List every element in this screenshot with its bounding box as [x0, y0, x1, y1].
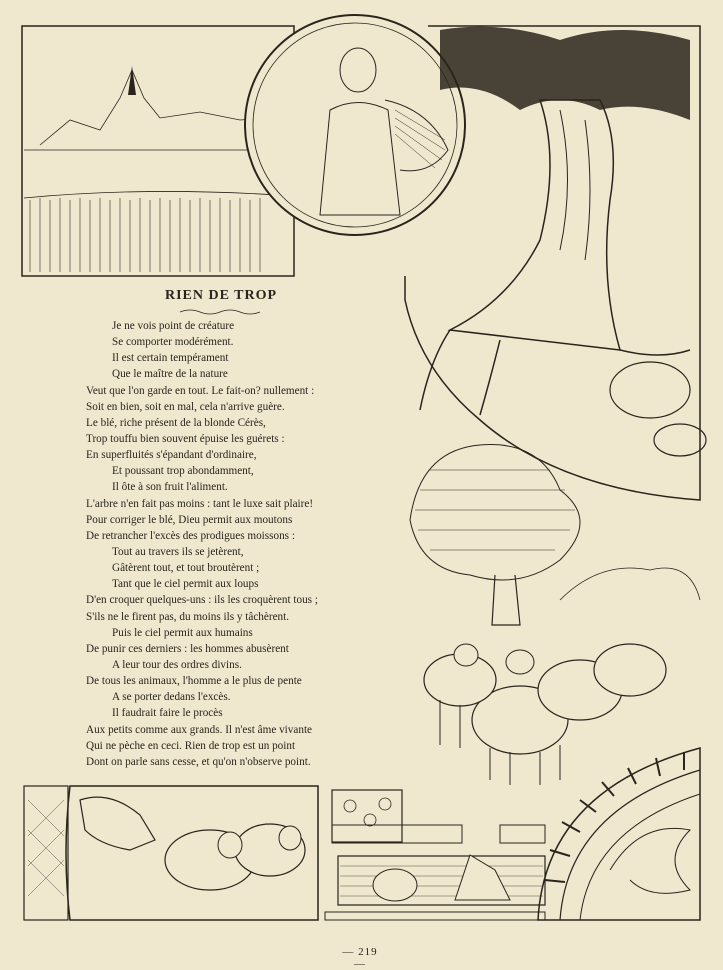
poem-line: Que le maître de la nature	[112, 368, 228, 381]
poem-line: Se comporter modérément.	[112, 336, 234, 349]
poem-line: Dont on parle sans cesse, et qu'on n'observe point.	[86, 755, 311, 768]
poem-line: Je ne vois point de créature	[112, 320, 235, 332]
poem-title: RIEN DE TROP	[164, 288, 278, 303]
poem-line: Tout au travers ils se jetèrent,	[112, 545, 244, 558]
poem-line: De punir ces derniers : les hommes abusèrent	[86, 642, 289, 655]
poem-line: En superfluités s'épandant d'ordinaire,	[86, 449, 257, 462]
page-number: — 219 —	[342, 946, 378, 970]
poem-line: Soit en bien, soit en mal, cela n'arrive guère.	[86, 400, 285, 413]
poem-line: Le blé, riche présent de la blonde Cérès,	[86, 416, 266, 429]
poem-line: Pour corriger le blé, Dieu permit aux moutons	[86, 513, 293, 526]
poem-line: Qui ne pèche en ceci. Rien de trop est un point	[86, 739, 296, 752]
poem-line: Et poussant trop abondamment,	[112, 465, 254, 478]
poem-line: Puis le ciel permit aux humains	[112, 626, 253, 639]
poem-line: De retrancher l'excès des prodigues moissons :	[86, 529, 295, 542]
ornamental-quarter-arch	[538, 748, 700, 920]
poem-line: Aux petits comme aux grands. Il n'est âme vivante	[86, 723, 313, 736]
poem-line: Gâtèrent tout, et tout broutèrent ;	[112, 562, 260, 575]
ceres-medallion	[245, 15, 465, 235]
poem-line: Il est certain tempérament	[112, 352, 229, 365]
decorative-friezes	[325, 790, 545, 920]
poem-line: Tant que le ciel permit aux loups	[112, 578, 259, 591]
poem-line: S'ils ne le firent pas, du moins ils y tâchèrent.	[86, 610, 290, 623]
poem-line: Il faudrait faire le procès	[112, 707, 223, 720]
poem-line: Veut que l'on garde en tout. Le fait-on? nullement :	[86, 384, 315, 397]
poem-line: Il ôte à son fruit l'aliment.	[112, 481, 228, 494]
poem-line: De tous les animaux, l'homme a le plus de pente	[86, 675, 302, 688]
poem-line: L'arbre n'en fait pas moins : tant le luxe sait plaire!	[86, 497, 314, 510]
poem-body	[86, 318, 386, 770]
poem-line: D'en croquer quelques-uns : ils les croquèrent tous ;	[86, 594, 318, 607]
poem-line: A se porter dedans l'excès.	[112, 691, 231, 704]
wolf-and-sheep-illustration	[24, 786, 318, 920]
poem-line: Trop touffu bien souvent épuise les guérets :	[86, 432, 285, 445]
poem-line: A leur tour des ordres divins.	[112, 658, 242, 671]
